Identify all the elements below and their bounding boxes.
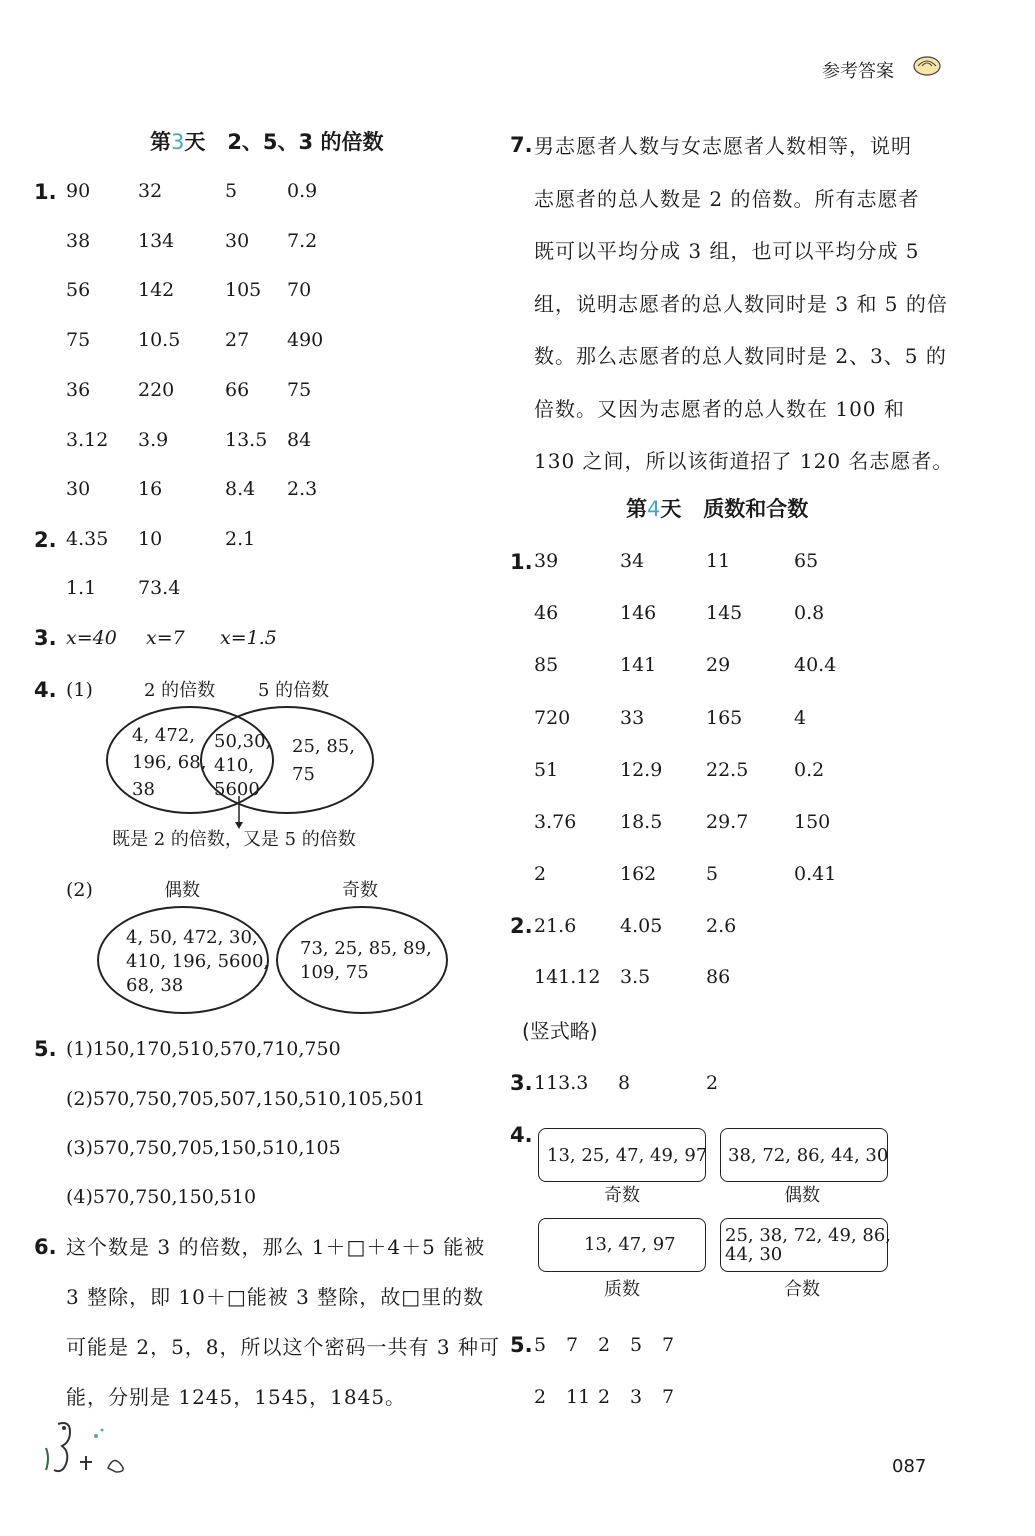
venn-left-text xyxy=(132,722,206,803)
venn-right-line: 25, 85, xyxy=(292,736,355,757)
day3-q1-cell: 134 xyxy=(138,229,175,252)
day3-q6-line: 这个数是 3 的倍数，那么 1＋□＋4＋5 能被 xyxy=(66,1235,486,1259)
even-text xyxy=(126,926,269,998)
prime-box-label: 质数 xyxy=(604,1279,640,1300)
venn-left-line: 196, 68, xyxy=(132,752,207,773)
day4-q1-cell: 46 xyxy=(534,602,559,625)
day4-q1-cell: 29 xyxy=(706,654,731,677)
day3-q2-cell: 10 xyxy=(138,528,163,550)
day4-q1-cell: 0.41 xyxy=(794,863,837,886)
day4-q3-item: 113.3 xyxy=(534,1072,589,1094)
day3-q1-cell: 38 xyxy=(66,229,91,252)
day3-q1-cell: 16 xyxy=(138,478,163,501)
day4-q1-cell: 165 xyxy=(706,706,743,729)
day3-q1-cell: 75 xyxy=(66,329,91,352)
composite-box-line: 25, 38, 72, 49, 86, xyxy=(725,1225,892,1246)
day4-q1-cell: 0.8 xyxy=(794,602,825,625)
day4-q2-cell: 2.6 xyxy=(706,915,737,937)
day3-q5-line: (4)570,750,150,510 xyxy=(66,1186,257,1208)
day4-title-suffix: 天 xyxy=(660,497,682,521)
day3-title-day: 3 xyxy=(171,130,185,154)
day4-q5-cell: 7 xyxy=(566,1334,579,1356)
day3-q1-cell: 13.5 xyxy=(225,428,268,451)
day4-q1-cell: 40.4 xyxy=(794,654,837,677)
day3-q1-cell: 30 xyxy=(225,229,250,252)
day3-q7-line: 既可以平均分成 3 组，也可以平均分成 5 xyxy=(534,239,920,263)
composite-box-line: 44, 30 xyxy=(725,1244,783,1265)
prime-box-text: 13, 47, 97 xyxy=(584,1234,676,1255)
venn-pointer-arrow xyxy=(232,796,246,830)
day3-q1-cell: 3.9 xyxy=(138,428,169,451)
day3-q2-label: 2. xyxy=(34,528,57,552)
day4-q5-cell: 2 xyxy=(534,1386,547,1408)
day3-q6-line: 3 整除，即 10＋□能被 3 整除，故□里的数 xyxy=(66,1285,485,1309)
day3-q4-part2: (2) xyxy=(66,879,93,901)
day4-q4-label: 4. xyxy=(510,1123,533,1147)
odd-box-text: 13, 25, 47, 49, 97 xyxy=(547,1145,708,1166)
day4-q5-cell: 7 xyxy=(662,1334,675,1356)
venn-left-line: 4, 472, xyxy=(132,725,195,746)
day3-q1-cell: 2.3 xyxy=(287,478,318,501)
day3-q5-line: (1)150,170,510,570,710,750 xyxy=(66,1038,341,1060)
day4-q1-cell: 12.9 xyxy=(620,758,663,781)
day3-q7-line: 男志愿者人数与女志愿者人数相等，说明 xyxy=(534,134,912,158)
day4-title xyxy=(626,499,808,520)
venn-mid-line: 50,30, xyxy=(214,731,272,752)
day3-q1-cell: 56 xyxy=(66,279,91,302)
day3-title-suffix: 天 xyxy=(184,130,206,154)
day4-q5-cell: 11 xyxy=(566,1386,591,1408)
day3-q1-cell: 75 xyxy=(287,378,312,401)
day3-title-topic: 2、5、3 的倍数 xyxy=(227,130,384,154)
composite-box-label: 合数 xyxy=(784,1279,820,1300)
day3-q6-line: 能，分别是 1245，1545，1845。 xyxy=(66,1385,407,1409)
day3-q1-cell: 30 xyxy=(66,478,91,501)
odd-box-label: 奇数 xyxy=(604,1185,640,1206)
even-label: 偶数 xyxy=(164,880,200,901)
day3-q3-item: x=1.5 xyxy=(220,627,277,649)
venn-mid-text xyxy=(214,730,271,802)
odd-text xyxy=(300,937,432,985)
day3-q1-cell: 70 xyxy=(287,279,312,302)
day4-q3-item: 2 xyxy=(706,1072,719,1094)
day3-q2-cell: 73.4 xyxy=(138,577,181,599)
day3-q1-cell: 90 xyxy=(66,180,91,202)
venn-right-line: 75 xyxy=(292,764,315,785)
day4-q2-label: 2. xyxy=(510,914,533,938)
day4-q1-cell: 2 xyxy=(534,863,547,886)
day3-q1-cell: 84 xyxy=(287,428,312,451)
day4-q2-cell: 3.5 xyxy=(620,966,651,988)
day3-q2-cell: 2.1 xyxy=(225,528,256,550)
day3-q7-line: 志愿者的总人数是 2 的倍数。所有志愿者 xyxy=(534,186,920,211)
day3-q7-line: 130 之间，所以该街道招了 120 名志愿者。 xyxy=(534,449,954,473)
venn-mid-line: 410, xyxy=(214,755,255,776)
day3-q3-item: x=40 xyxy=(66,627,117,649)
odd-line: 109, 75 xyxy=(300,962,369,983)
day3-q5-label: 5. xyxy=(34,1037,57,1061)
day4-q1-cell: 65 xyxy=(794,550,819,572)
day4-q1-cell: 146 xyxy=(620,602,657,625)
venn-mid-line: 5600 xyxy=(214,779,260,800)
day4-q1-cell: 34 xyxy=(620,550,645,572)
day4-q5-label: 5. xyxy=(510,1333,533,1357)
day3-q5-line: (3)570,750,705,150,510,105 xyxy=(66,1137,341,1159)
day4-q1-cell: 720 xyxy=(534,706,571,729)
day4-q1-cell: 145 xyxy=(706,602,743,625)
day3-q1-cell: 490 xyxy=(287,329,324,352)
day4-q1-label: 1. xyxy=(510,550,533,574)
day3-q1-cell: 0.9 xyxy=(287,180,318,202)
even-box-text: 38, 72, 86, 44, 30 xyxy=(728,1145,889,1166)
day4-q2-cell: 86 xyxy=(706,966,731,988)
day4-q1-cell: 33 xyxy=(620,706,645,729)
venn-right-text xyxy=(292,733,355,789)
day3-q1-cell: 105 xyxy=(225,279,262,302)
day3-q6-line: 可能是 2，5，8，所以这个密码一共有 3 种可 xyxy=(66,1335,500,1359)
day3-q1-cell: 5 xyxy=(225,180,238,202)
day3-q3-item: x=7 xyxy=(146,627,185,649)
day3-q1-cell: 8.4 xyxy=(225,478,256,501)
day3-q1-cell: 27 xyxy=(225,329,250,352)
day4-q1-cell: 85 xyxy=(534,654,559,677)
even-box-label: 偶数 xyxy=(784,1185,820,1206)
day3-q6-text xyxy=(66,1222,500,1422)
day4-q5-cell: 5 xyxy=(534,1334,547,1356)
composite-box-text xyxy=(725,1226,891,1264)
day3-q7-label: 7. xyxy=(510,133,533,157)
day3-q1-cell: 66 xyxy=(225,378,250,401)
day4-q5-cell: 7 xyxy=(662,1386,675,1408)
day3-q5-line: (2)570,750,705,507,150,510,105,501 xyxy=(66,1088,426,1110)
day4-q1-cell: 150 xyxy=(794,811,831,833)
day3-title xyxy=(150,132,383,153)
day4-q2-cell: 4.05 xyxy=(620,915,663,937)
venn-caption: 既是 2 的倍数，又是 5 的倍数 xyxy=(112,829,356,850)
even-line: 410, 196, 5600, xyxy=(126,951,270,972)
venn-left-line: 38 xyxy=(132,779,155,800)
day4-q1-cell: 4 xyxy=(794,706,807,729)
day3-q1-cell: 142 xyxy=(138,279,175,302)
day3-q1-cell: 36 xyxy=(66,378,91,401)
day4-q1-cell: 18.5 xyxy=(620,811,663,833)
day3-q1-cell: 10.5 xyxy=(138,329,181,352)
day4-title-topic: 质数和合数 xyxy=(703,497,809,521)
day4-q2-cell: 141.12 xyxy=(534,966,601,988)
day3-q7-line: 组，说明志愿者的总人数同时是 3 和 5 的倍 xyxy=(534,291,948,316)
day4-q1-cell: 3.76 xyxy=(534,811,577,833)
day4-q5-cell: 5 xyxy=(630,1334,643,1356)
even-line: 68, 38 xyxy=(126,975,184,996)
day4-q5-cell: 3 xyxy=(630,1386,643,1408)
day3-q6-label: 6. xyxy=(34,1235,57,1259)
day4-q1-cell: 39 xyxy=(534,550,559,572)
day4-q1-cell: 141 xyxy=(620,654,657,677)
day4-q1-cell: 22.5 xyxy=(706,758,749,781)
day4-q3-item: 8 xyxy=(618,1072,631,1094)
day4-q5-cell: 2 xyxy=(598,1386,611,1408)
day3-q2-cell: 4.35 xyxy=(66,528,109,550)
day4-title-prefix: 第 xyxy=(626,497,647,521)
day3-q4-label: 4. xyxy=(34,678,57,702)
day3-title-prefix: 第 xyxy=(150,130,171,154)
seahorse-decoration-icon xyxy=(36,1418,136,1478)
day4-q1-cell: 11 xyxy=(706,550,731,572)
day3-q1-label: 1. xyxy=(34,180,57,204)
day4-q2-cell: 21.6 xyxy=(534,915,577,937)
venn-right-label: 5 的倍数 xyxy=(258,680,330,701)
day3-q1-cell: 220 xyxy=(138,378,175,401)
even-line: 4, 50, 472, 30, xyxy=(126,927,258,948)
day3-q2-cell: 1.1 xyxy=(66,577,97,599)
day3-q7-line: 数。那么志愿者的总人数同时是 2、3、5 的 xyxy=(534,344,947,368)
day4-q5-cell: 2 xyxy=(598,1334,611,1356)
day3-q7-text xyxy=(534,120,953,488)
day4-q1-cell: 162 xyxy=(620,863,657,886)
day4-title-day: 4 xyxy=(647,497,661,521)
day3-q1-cell: 32 xyxy=(138,180,163,202)
odd-label: 奇数 xyxy=(342,880,378,901)
header-title: 参考答案 xyxy=(822,61,894,82)
day4-q1-cell: 5 xyxy=(706,863,719,886)
shell-icon xyxy=(912,52,942,78)
day3-q1-cell: 7.2 xyxy=(287,229,318,252)
page-number: 087 xyxy=(892,1456,927,1477)
day4-q3-label: 3. xyxy=(510,1071,533,1095)
day4-q2-note: (竖式略) xyxy=(522,1019,598,1043)
day3-q1-cell: 3.12 xyxy=(66,428,109,451)
day4-q1-cell: 29.7 xyxy=(706,811,749,833)
day3-q7-line: 倍数。又因为志愿者的总人数在 100 和 xyxy=(534,396,905,421)
day3-q4-part1: (1) xyxy=(66,679,93,701)
odd-line: 73, 25, 85, 89, xyxy=(300,938,432,959)
day4-q1-cell: 51 xyxy=(534,758,559,781)
day3-q3-label: 3. xyxy=(34,626,57,650)
day4-q1-cell: 0.2 xyxy=(794,758,825,781)
venn-left-label: 2 的倍数 xyxy=(144,680,216,701)
